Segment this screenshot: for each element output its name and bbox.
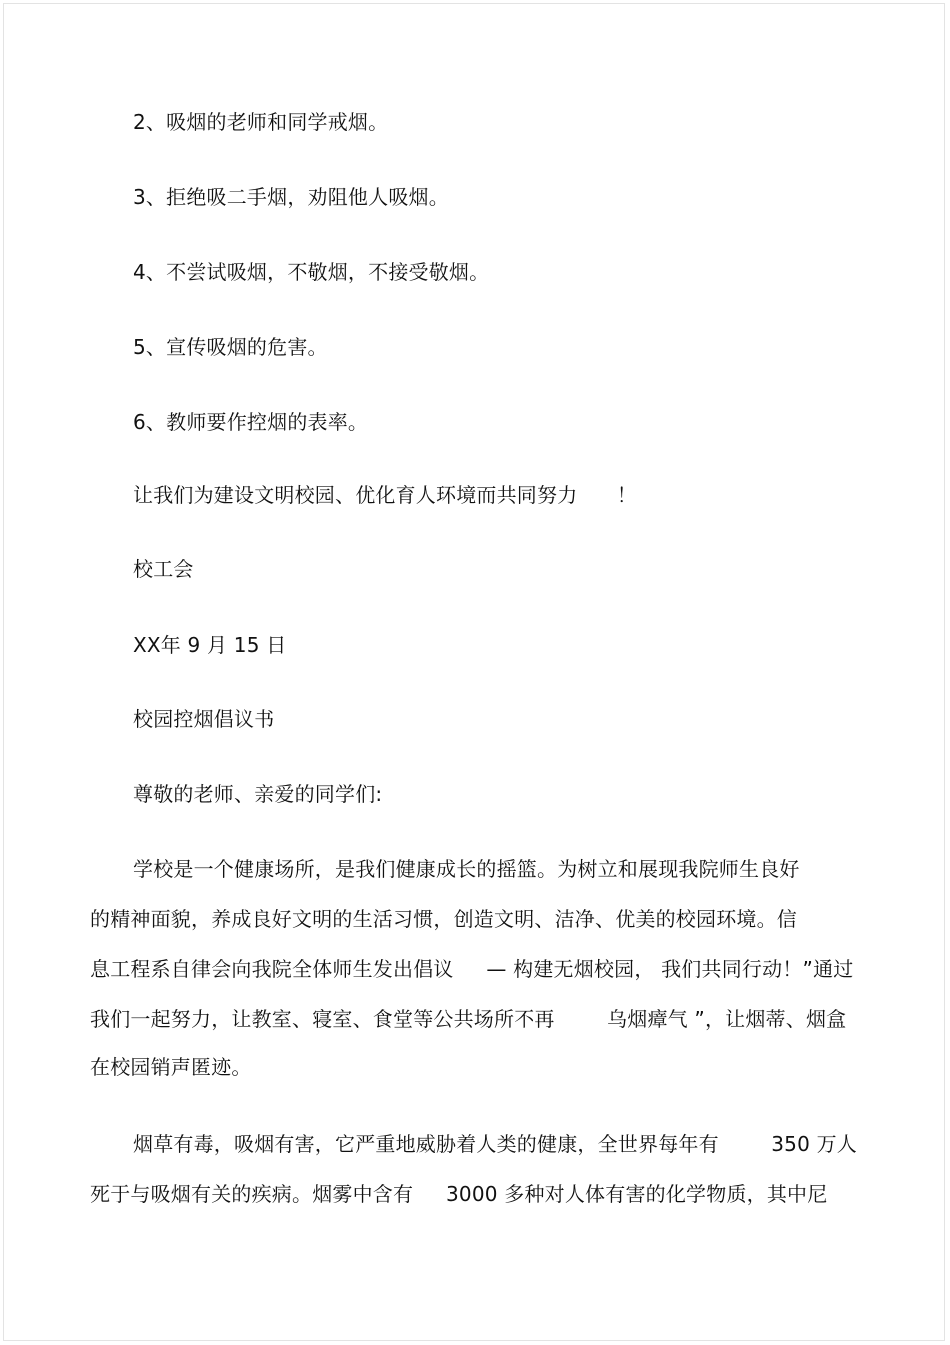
- signature: 校工会: [133, 557, 194, 581]
- paragraph-1-line-2: 的精神面貌，养成良好文明的生活习惯，创造文明、洁净、优美的校园环境。信: [90, 907, 797, 931]
- closing-line: 让我们为建设文明校园、优化育人环境而共同努力 ！: [133, 483, 637, 507]
- list-item-5: 5、宣传吸烟的危害。: [133, 335, 328, 359]
- list-item-3: 3、拒绝吸二手烟，劝阻他人吸烟。: [133, 185, 449, 209]
- list-item-4: 4、不尝试吸烟，不敬烟，不接受敬烟。: [133, 260, 490, 284]
- salutation: 尊敬的老师、亲爱的同学们:: [133, 782, 383, 806]
- paragraph-1-line-4: 我们一起努力，让教室、寝室、食堂等公共场所不再 乌烟瘴气 ”，让烟蒂、烟盒: [90, 1007, 847, 1031]
- list-item-6: 6、教师要作控烟的表率。: [133, 410, 369, 434]
- document-page: [3, 3, 945, 1341]
- list-item-2: 2、吸烟的老师和同学戒烟。: [133, 110, 389, 134]
- paragraph-1-line-5: 在校园销声匿迹。: [90, 1055, 252, 1079]
- paragraph-1-line-3: 息工程系自律会向我院全体师生发出倡议 — 构建无烟校园， 我们共同行动！”通过: [90, 957, 854, 981]
- paragraph-2-line-1: 烟草有毒，吸烟有害，它严重地威胁着人类的健康，全世界每年有 350 万人: [133, 1132, 857, 1156]
- date: XX年 9 月 15 日: [133, 633, 287, 657]
- paragraph-1-line-1: 学校是一个健康场所，是我们健康成长的摇篮。为树立和展现我院师生良好: [133, 857, 800, 881]
- section-title: 校园控烟倡议书: [133, 707, 275, 731]
- paragraph-2-line-2: 死于与吸烟有关的疾病。烟雾中含有 3000 多种对人体有害的化学物质，其中尼: [90, 1182, 828, 1206]
